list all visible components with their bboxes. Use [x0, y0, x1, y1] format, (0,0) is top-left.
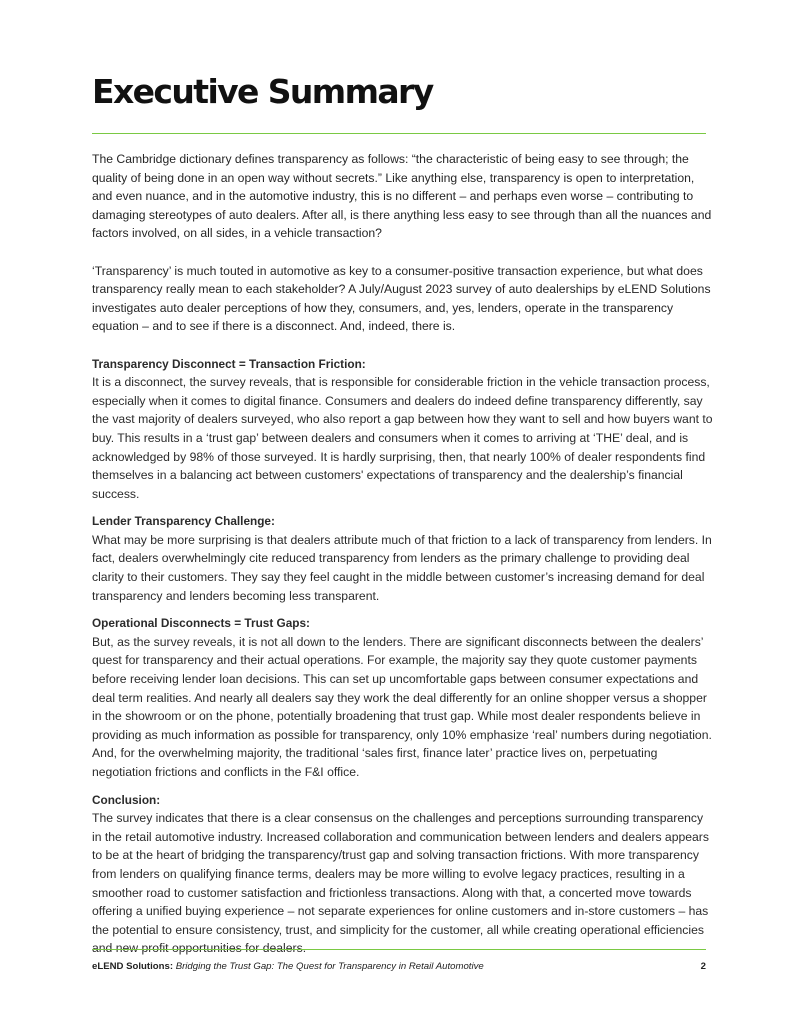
footer-divider	[92, 949, 706, 950]
intro-section	[92, 150, 714, 336]
section-text: It is a disconnect, the survey reveals, that is responsible for considerable friction in the vehicle transaction process, especially when it comes to digital finance. Consumers and dealers do indeed define transparency differently, say the vast majority of dealers surveyed, who also report a gap between how they want to sell and how buyers want to buy. This results in a ‘trust gap’ between dealers and consumers when it comes to arriving at ‘THE’ deal, and is acknowledged by 98% of those surveyed. It is hardly surprising, then, that nearly 100% of dealer respondents find themselves in a balancing act between customers' expectations of transparency and the dealership’s financial success.	[92, 375, 713, 501]
intro-paragraph: ‘Transparency’ is much touted in automotive as key to a consumer-positive transaction experience, but what does transparency really mean to each stakeholder? A July/August 2023 survey of auto dealerships by eLEND Solutions investigates auto dealer perceptions of how they, consumers, and, yes, lenders, operate in the transparency equation – and to see if there is a disconnect. And, indeed, there is.	[92, 263, 711, 334]
summary-body	[92, 150, 714, 958]
section-heading: Transparency Disconnect = Transaction Friction:	[92, 356, 366, 371]
section-conclusion	[92, 791, 714, 958]
section-text: The survey indicates that there is a clear consensus on the challenges and perceptions surrounding transparency in the retail automotive industry. Increased collaboration and communication between lenders and dealers appears to be at the heart of bridging the transparency/trust gap and solving transaction frictions. With more transparency from lenders on qualifying finance terms, dealers may be more willing to evolve legacy practices, resulting in a smoother road to customer satisfaction and frictionless transactions. Along with that, a concerted move towards offering a unified buying experience – not separate experiences for online customers and in-store customers – has the potential to ensure consistency, trust, and simplicity for the customer, all while creating operational efficiencies and new profit opportunities for dealers.	[92, 811, 709, 956]
section-operational-disconnects	[92, 614, 714, 781]
section-heading: Operational Disconnects = Trust Gaps:	[92, 616, 310, 631]
section-text: But, as the survey reveals, it is not all down to the lenders. There are significant disconnects between the dealers’ quest for transparency and their actual operations. For example, the majority say they quote customer payments before receiving lender loan decisions. This can set up uncomfortable gaps between consumer expectations and deal term realities. And nearly all dealers say they work the deal differently for an online shopper versus a shopper in the showroom or on the phone, potentially broadening that trust gap. While most dealer respondents believe in providing as much information as possible for transparency, only 10% emphasize ‘real’ numbers during negotiation. And, for the overwhelming majority, the traditional ‘sales first, finance later’ practice lives on, perpetuating negotiation frictions and conflicts in the F&I office.	[92, 634, 712, 779]
section-lender-transparency	[92, 512, 714, 605]
section-heading: Lender Transparency Challenge:	[92, 514, 275, 529]
footer-subtitle: Bridging the Trust Gap: The Quest for Transparency in Retail Automotive	[175, 961, 484, 972]
intro-paragraph: The Cambridge dictionary defines transparency as follows: “the characteristic of being easy to see through; the quality of being done in an open way without secrets.” Like anything else, transparency is open to interpretation, and even nuance, and in the automotive industry, this is no different – and perhaps even worse – contributing to damaging stereotypes of auto dealers. After all, is there anything less easy to see through than all the nuances and factors involved, on all sides, in a vehicle transaction?	[92, 152, 712, 241]
page-number: 2	[700, 961, 706, 972]
title-divider	[92, 133, 706, 134]
section-transaction-friction	[92, 355, 714, 504]
page-footer	[92, 960, 706, 974]
section-heading: Conclusion:	[92, 792, 161, 807]
section-text: What may be more surprising is that dealers attribute much of that friction to a lack of transparency from lenders. In fact, dealers overwhelmingly cite reduced transparency from lenders as the primary challenge to providing deal clarity to their customers. They say they feel caught in the middle between customer’s increasing demand for deal transparency and lenders becoming less transparent.	[92, 532, 712, 603]
footer-brand: eLEND Solutions:	[92, 961, 174, 972]
page-title: Executive Summary	[92, 72, 433, 111]
